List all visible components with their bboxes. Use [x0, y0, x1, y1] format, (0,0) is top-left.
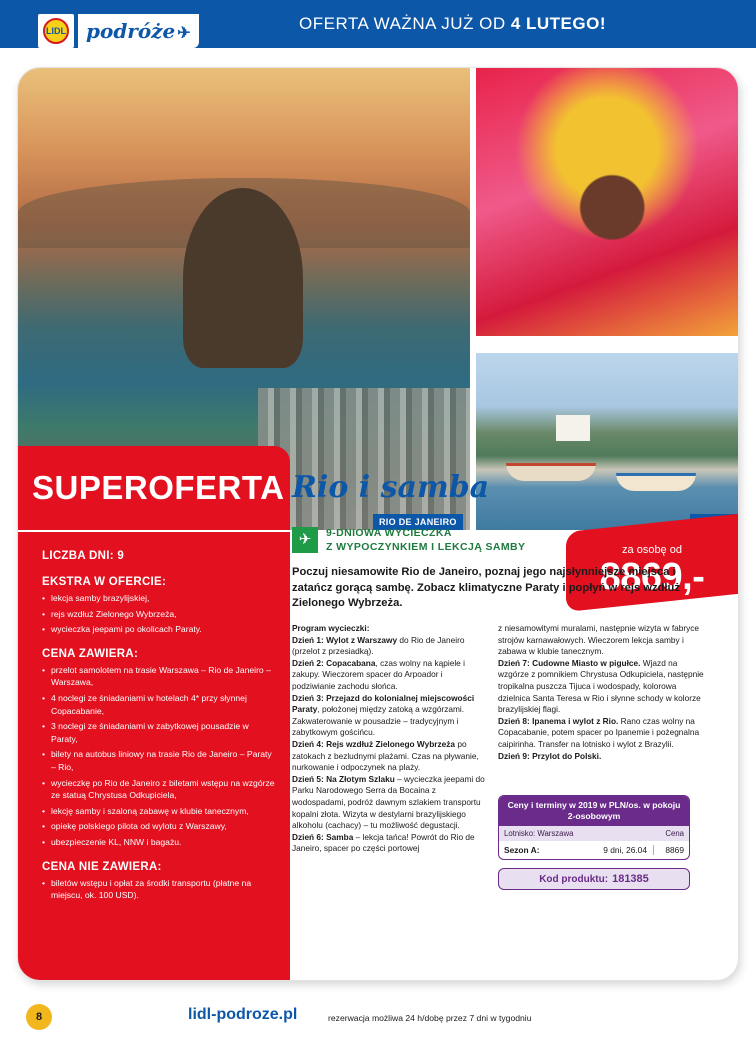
list-item: • lekcję samby i szaloną zabawę w klubie tanecznym, [42, 805, 276, 818]
day-text: , czas wolny na kąpiele i zakupy. Wieczorem spacer do Arpoador i podziwianie zachodu słońca. [292, 657, 465, 691]
day-label: Dzień 9: Przylot do Polski. [498, 750, 602, 761]
airplane-icon: ✈ [292, 527, 318, 553]
table-row [499, 841, 689, 859]
price-cell: 8869 [665, 845, 684, 855]
day-text: – lekcja tańca! Powrót do Rio de Janeiro, spacer po części portowej [292, 831, 475, 854]
program-column-1 [292, 623, 488, 855]
program-day [498, 716, 710, 751]
product-code-label: Kod produktu: [539, 874, 609, 885]
list-item: • lekcja samby brazylijskiej, [42, 592, 276, 605]
includes-list [42, 664, 276, 849]
boat [616, 473, 696, 491]
extra-list [42, 592, 276, 636]
price-column: Cena [665, 829, 684, 838]
plane-icon: ✈ [177, 23, 191, 42]
program-day [292, 832, 488, 855]
brand-text: podróże [86, 19, 176, 43]
program-continuation: z niesamowitymi muralami, następnie wizyta w fabryce strojów karnawałowych. Wieczorem lekcja samby i zabawa w klubie tanecznym. [498, 623, 700, 657]
brand-name [78, 14, 199, 48]
paraty-church [556, 415, 590, 441]
list-item: • wycieczkę po Rio de Janeiro z biletami wstępu na wzgórze ze statuą Chrystusa Odkupiciela, [42, 777, 276, 802]
booking-note: rezerwacja możliwa 24 h/dobę przez 7 dni w tygodniu [328, 1013, 532, 1023]
day-text: Rano czas wolny na Copacabanie, potem spacer po Ipanemie i pożegnalna caipirinha. Transfer na lotnisko i wylot z Brazylii. [498, 715, 700, 749]
list-item: • rejs wzdłuż Zielonego Wybrzeża, [42, 608, 276, 621]
day-label: Dzień 6: Samba [292, 831, 354, 842]
program-heading: Program wycieczki: [292, 623, 370, 633]
samba-dancer-photo [476, 68, 738, 336]
day-label: Dzień 3: Przejazd do kolonialnej miejscowości Paraty [292, 692, 475, 715]
list-item: • bilety na autobus liniowy na trasie Rio de Janeiro – Paraty – Rio, [42, 748, 276, 773]
lidl-logo[interactable] [38, 14, 74, 48]
day-label: Dzień 8: Ipanema i wylot z Rio. [498, 715, 619, 726]
offer-banner [299, 14, 606, 34]
superoferta-badge: SUPEROFERTA [18, 446, 290, 530]
program-day [292, 774, 488, 832]
program-day [292, 635, 488, 658]
price-label: za osobę od [622, 544, 682, 556]
program-day [498, 751, 710, 763]
day-label: Dzień 5: Na Złotym Szlaku [292, 773, 395, 784]
program-column-2 [498, 623, 710, 762]
excludes-heading: CENA NIE ZAWIERA: [42, 860, 162, 873]
day-text: Wjazd na wzgórze z pomnikiem Chrystusa Odkupiciela, następnie tropikalna puszcza Tijuca i wodospady, kolorowa dzielnica Santa Teresa w Rio i słynne schody w kolorze brazylijskiej flagi. [498, 657, 704, 715]
offer-prefix: OFERTA WAŻNA JUŻ OD [299, 14, 511, 33]
airport-column: Lotnisko: Warszawa [504, 829, 574, 838]
list-item: • wycieczka jeepami po okolicach Paraty. [42, 623, 276, 636]
extra-heading: EKSTRA W OFERCIE: [42, 576, 167, 588]
product-code [498, 868, 690, 890]
excludes-list [42, 877, 276, 902]
lead-paragraph: Poczuj niesamowite Rio de Janeiro, poznaj jego najsłynniejsze miejsca i zatańcz gorącą sambę. Zobacz klimatyczne Paraty i popłyń w rejs wzdłuż Zielonego Wybrzeża. [292, 566, 680, 609]
boat [506, 463, 596, 481]
program-day [292, 739, 488, 774]
offer-title: Rio i samba [292, 470, 490, 505]
trip-subtitle-line1: 9-DNIOWA WYCIECZKA [326, 527, 452, 539]
price-value: 8869,- [599, 556, 705, 598]
trip-subtitle [326, 526, 525, 554]
program-day [292, 693, 488, 739]
lidl-logo-mark: LIDL [43, 18, 69, 44]
day-text: po zatokach z bezludnymi plażami. Czas na pływanie, nurkowanie i odpoczynek na plaży. [292, 738, 479, 773]
prices-heading: Ceny i terminy w 2019 w PLN/os. w pokoju 2-osobowym [499, 796, 689, 826]
list-item: • opiekę polskiego pilota od wylotu z Warszawy, [42, 820, 276, 833]
season-cell: Sezon A: [504, 845, 540, 855]
rio-caption: RIO DE JANEIRO [373, 514, 463, 530]
prices-table [498, 795, 690, 860]
website-link[interactable]: lidl-podroze.pl [188, 1006, 298, 1023]
paraty-photo [476, 353, 738, 530]
product-code-value: 181385 [612, 873, 649, 885]
day-text: – wycieczka jeepami do Parku Narodowego Serra da Bocaina z wodospadami, podróż dawnym szlakiem transportu kopalni złota. Wizyta w destylarni brazylijskiego alkoholu (cachacy) – tu możliwość degustacji. [292, 773, 485, 831]
includes-heading: CENA ZAWIERA: [42, 647, 139, 660]
list-item: • 4 noclegi ze śniadaniami w hotelach 4* przy słynnej Copacabanie, [42, 692, 276, 717]
dates-cell: 9 dni, 26.04 [564, 845, 654, 855]
day-text: do Rio de Janeiro (przelot z przesiadką). [292, 634, 465, 657]
top-bar [0, 0, 756, 48]
day-label: Dzień 2: Copacabana [292, 657, 376, 668]
offer-details-panel [18, 532, 290, 980]
sugarloaf-mountain [183, 188, 303, 368]
days-count: LICZBA DNI: 9 [42, 550, 125, 562]
program-day [292, 658, 488, 693]
day-label: Dzień 4: Rejs wzdłuż Zielonego Wybrzeża [292, 738, 456, 749]
list-item: • ubezpieczenie KL, NNW i bagażu. [42, 836, 276, 849]
day-label: Dzień 7: Cudowne Miasto w pigułce. [498, 657, 641, 668]
list-item: • biletów wstępu i opłat za środki transportu (płatne na miejscu, ok. 100 USD). [42, 877, 276, 902]
trip-subtitle-line2: Z WYPOCZYNKIEM I LEKCJĄ SAMBY [326, 541, 526, 553]
list-item: • przelot samolotem na trasie Warszawa – Rio de Janeiro – Warszawa, [42, 664, 276, 689]
day-text: , położonej między zatoką a wzgórzami. Zakwaterowanie w pousadzie – tradycyjnym i zabytkowym gościńcu. [292, 704, 465, 738]
day-label: Dzień 1: Wylot z Warszawy [292, 634, 398, 645]
list-item: • 3 noclegi ze śniadaniami w zabytkowej pousadzie w Paraty, [42, 720, 276, 745]
program-day [498, 658, 710, 716]
page-number: 8 [26, 1004, 52, 1030]
prices-columns [499, 826, 689, 841]
offer-date: 4 LUTEGO! [510, 14, 606, 33]
